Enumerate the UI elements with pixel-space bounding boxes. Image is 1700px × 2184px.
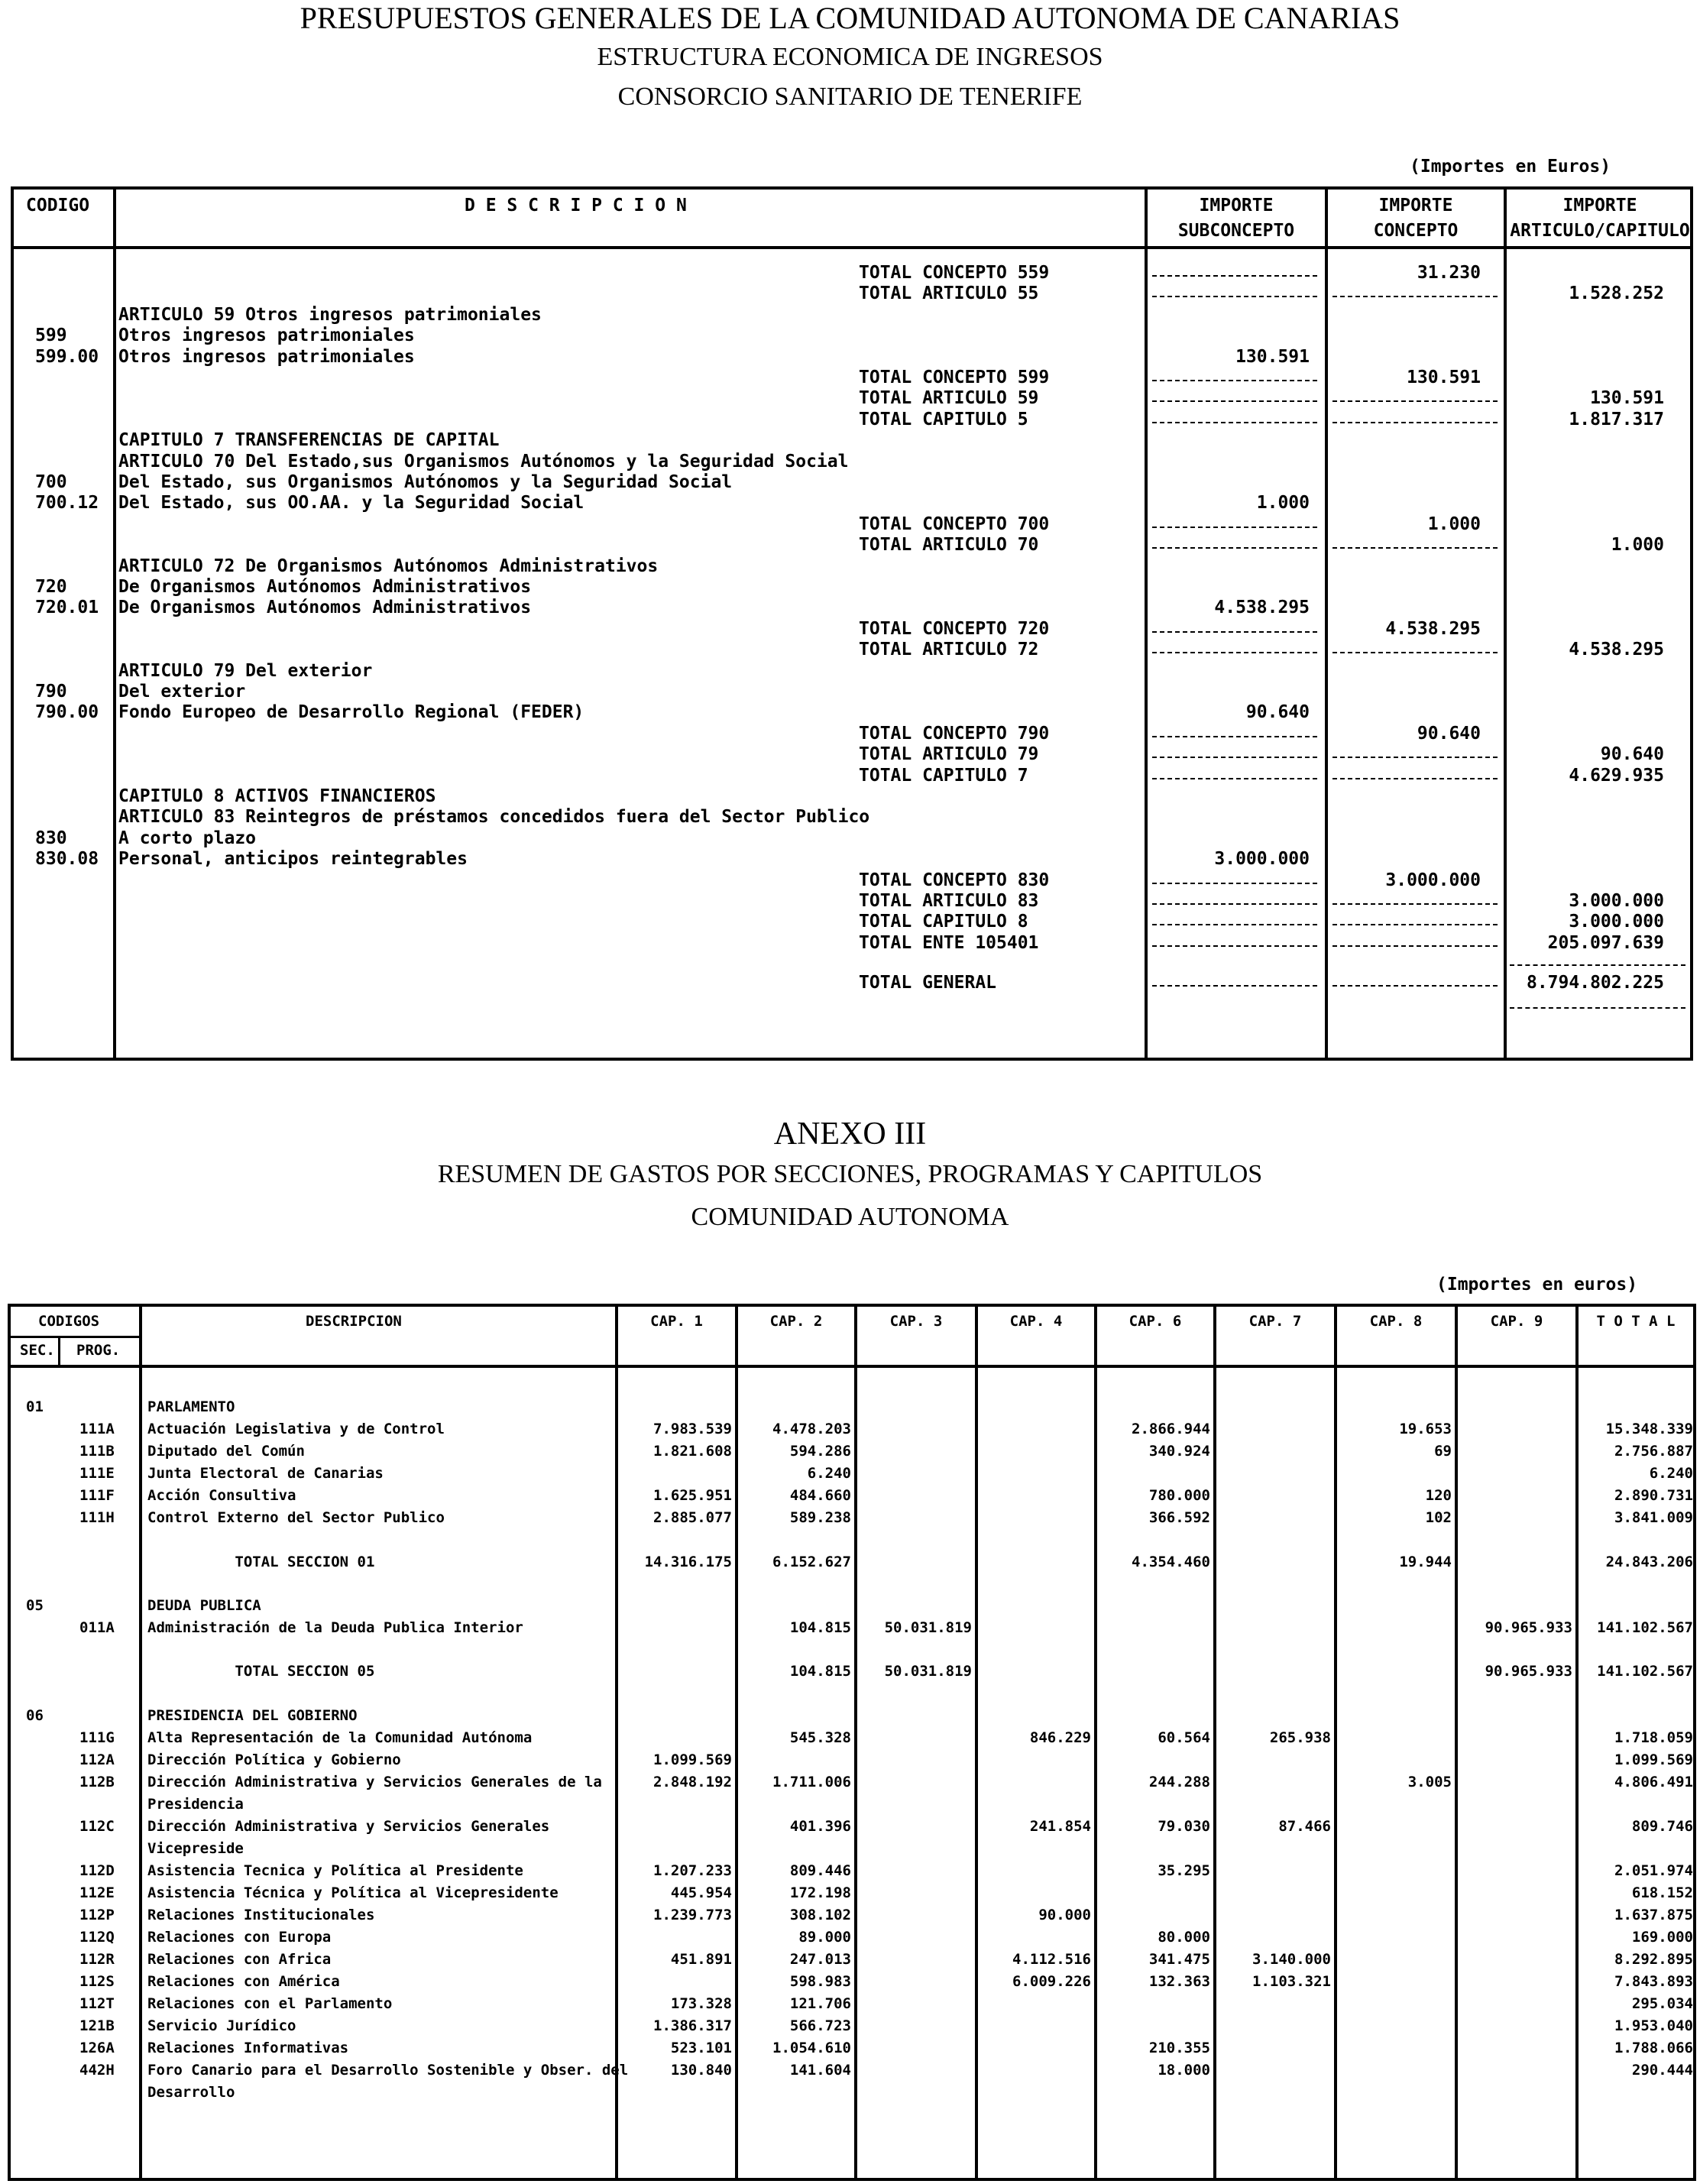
col-header-cap: CAP. 7 (1248, 1313, 1302, 1330)
row-description: CAPITULO 7 TRANSFERENCIAS DE CAPITAL (118, 430, 500, 450)
row-description: Relaciones con América (147, 1973, 340, 1990)
dash-line (1332, 400, 1498, 402)
row-description: Acción Consultiva (147, 1487, 296, 1504)
row-cap-value: 90.000 (1038, 1907, 1091, 1923)
row-program: 112B (79, 1774, 115, 1790)
row-total-label: TOTAL CONCEPTO 599 (859, 368, 1050, 387)
row-total: 290.444 (1631, 2062, 1693, 2079)
dash-line (1332, 778, 1498, 779)
row-cap-value: 35.295 (1158, 1862, 1210, 1879)
row-program: 126A (79, 2040, 115, 2056)
dash-line (1152, 400, 1317, 402)
row-total: 15.348.339 (1605, 1421, 1693, 1437)
col-divider (1455, 1304, 1458, 2181)
dash-line (1510, 1007, 1685, 1009)
codigos-divider (8, 1336, 139, 1338)
row-cap-value: 1.711.006 (772, 1774, 851, 1790)
row-articulo: 90.640 (1600, 744, 1664, 764)
row-cap-value: 50.031.819 (884, 1663, 972, 1680)
row-cap-value: 172.198 (789, 1884, 851, 1901)
row-description: Relaciones Informativas (147, 2040, 349, 2056)
row-total-label: TOTAL ARTICULO 55 (859, 284, 1039, 303)
dash-line (1332, 985, 1498, 987)
dash-line (1332, 757, 1498, 758)
row-program: 112R (79, 1951, 115, 1968)
row-description: PRESIDENCIA DEL GOBIERNO (147, 1707, 358, 1724)
row-program: 111G (79, 1729, 115, 1746)
row-program: 111E (79, 1465, 115, 1482)
row-description: Junta Electoral de Canarias (147, 1465, 384, 1482)
page-title: PRESUPUESTOS GENERALES DE LA COMUNIDAD AUTONOMA DE CANARIAS (300, 1, 1400, 35)
col-header-concepto-2: CONCEPTO (1373, 221, 1459, 241)
row-subconcepto: 130.591 (1235, 347, 1310, 367)
row-cap-value: 90.965.933 (1485, 1619, 1572, 1636)
row-description: Personal, anticipos reintegrables (118, 849, 468, 869)
col-header-cap: CAP. 9 (1490, 1313, 1543, 1330)
row-description: Otros ingresos patrimoniales (118, 347, 415, 367)
row-articulo: 1.000 (1611, 535, 1664, 555)
row-total-label: TOTAL ARTICULO 79 (859, 744, 1039, 764)
dash-line (1152, 527, 1317, 528)
row-description: Dirección Administrativa y Servicios Generales (147, 1818, 550, 1835)
row-code: 790 (35, 682, 67, 702)
row-cap-value: 210.355 (1148, 2040, 1210, 2056)
row-cap-value: 121.706 (789, 1995, 851, 2012)
row-cap-value: 1.099.569 (653, 1751, 732, 1768)
row-program: 111H (79, 1509, 115, 1526)
dash-line (1152, 903, 1317, 905)
row-cap-value: 90.965.933 (1485, 1663, 1572, 1680)
dash-line (1152, 924, 1317, 925)
row-cap-value: 14.316.175 (644, 1554, 732, 1570)
row-cap-value: 1.054.610 (772, 2040, 851, 2056)
row-description: Relaciones con Europa (147, 1929, 332, 1946)
row-total: 1.953.040 (1614, 2017, 1693, 2034)
row-cap-value: 6.240 (807, 1465, 851, 1482)
row-program: 112Q (79, 1929, 115, 1946)
row-cap-value: 2.866.944 (1132, 1421, 1210, 1437)
row-program: 112T (79, 1995, 115, 2012)
row-description: TOTAL SECCION 01 (147, 1554, 375, 1570)
row-total-label: TOTAL CONCEPTO 720 (859, 619, 1050, 639)
row-code: 700 (35, 472, 67, 492)
row-description: CAPITULO 8 ACTIVOS FINANCIEROS (118, 786, 436, 806)
row-description: Del exterior (118, 682, 246, 702)
row-total: 2.890.731 (1614, 1487, 1693, 1504)
dash-line (1152, 883, 1317, 884)
row-description: ARTICULO 79 Del exterior (118, 661, 373, 681)
row-cap-value: 780.000 (1148, 1487, 1210, 1504)
row-description: Desarrollo (147, 2084, 235, 2101)
row-cap-value: 1.625.951 (653, 1487, 732, 1504)
row-program: 011A (79, 1619, 115, 1636)
col-header-cap: CAP. 3 (889, 1313, 943, 1330)
col-header-articulo-2: ARTICULO/CAPITULO (1510, 221, 1690, 241)
row-total-label: TOTAL ENTE 105401 (859, 933, 1039, 953)
row-articulo: 3.000.000 (1569, 891, 1664, 911)
row-cap-value: 80.000 (1158, 1929, 1210, 1946)
row-code: 720.01 (35, 598, 99, 617)
row-cap-value: 6.152.627 (772, 1554, 851, 1570)
col-header-prog: PROG. (76, 1342, 121, 1359)
row-description: Otros ingresos patrimoniales (118, 326, 415, 345)
dash-line (1332, 422, 1498, 423)
row-total: 1.788.066 (1614, 2040, 1693, 2056)
row-articulo: 3.000.000 (1569, 912, 1664, 932)
dash-line (1332, 652, 1498, 653)
row-cap-value: 3.140.000 (1252, 1951, 1331, 1968)
row-program: 442H (79, 2062, 115, 2079)
row-description: Del Estado, sus OO.AA. y la Seguridad Social (118, 493, 584, 513)
row-code: 830 (35, 828, 67, 848)
row-cap-value: 366.592 (1148, 1509, 1210, 1526)
row-description: ARTICULO 59 Otros ingresos patrimoniales (118, 305, 542, 325)
row-description: Foro Canario para el Desarrollo Sostenible y Obser. del (147, 2062, 629, 2079)
row-total: 141.102.567 (1597, 1663, 1693, 1680)
row-cap-value: 2.848.192 (653, 1774, 732, 1790)
row-cap-value: 6.009.226 (1012, 1973, 1091, 1990)
row-description: Fondo Europeo de Desarrollo Regional (FEDER) (118, 702, 584, 722)
row-cap-value: 87.466 (1278, 1818, 1331, 1835)
row-description: DEUDA PUBLICA (147, 1597, 261, 1614)
col-divider (58, 1337, 60, 1366)
row-total-label: TOTAL CONCEPTO 559 (859, 263, 1050, 283)
row-cap-value: 3.005 (1407, 1774, 1452, 1790)
dash-line (1152, 778, 1317, 779)
row-program: 111A (79, 1421, 115, 1437)
row-articulo: 1.528.252 (1569, 284, 1664, 303)
row-cap-value: 566.723 (789, 2017, 851, 2034)
total-general-value: 8.794.802.225 (1526, 973, 1664, 993)
dash-line (1332, 903, 1498, 905)
row-cap-value: 244.288 (1148, 1774, 1210, 1790)
row-cap-value: 2.885.077 (653, 1509, 732, 1526)
row-total-label: TOTAL ARTICULO 72 (859, 640, 1039, 659)
row-cap-value: 1.386.317 (653, 2017, 732, 2034)
row-cap-value: 4.112.516 (1012, 1951, 1091, 1968)
row-program: 112D (79, 1862, 115, 1879)
row-code: 700.12 (35, 493, 99, 513)
row-total-label: TOTAL CONCEPTO 790 (859, 724, 1050, 744)
row-code: 599.00 (35, 347, 99, 367)
row-total-label: TOTAL ARTICULO 59 (859, 388, 1039, 408)
row-total: 2.051.974 (1614, 1862, 1693, 1879)
col-header-cap: CAP. 6 (1128, 1313, 1182, 1330)
annex-title: ANEXO III (773, 1116, 927, 1152)
row-description: ARTICULO 83 Reintegros de préstamos concedidos fuera del Sector Publico (118, 807, 870, 827)
col-header-total: T O T A L (1596, 1313, 1676, 1330)
row-total-label: TOTAL CAPITULO 5 (859, 410, 1028, 429)
col-header-codigo: CODIGO (26, 196, 90, 215)
row-code: 790.00 (35, 702, 99, 722)
row-articulo: 130.591 (1590, 388, 1664, 408)
row-subconcepto: 1.000 (1256, 493, 1310, 513)
row-cap-value: 1.207.233 (653, 1862, 732, 1879)
col-header-sec: SEC. (20, 1342, 55, 1359)
row-cap-value: 589.238 (789, 1509, 851, 1526)
col-header-cap: CAP. 4 (1009, 1313, 1063, 1330)
row-total-label: TOTAL CONCEPTO 830 (859, 870, 1050, 890)
row-description: De Organismos Autónomos Administrativos (118, 577, 532, 597)
dash-line (1152, 422, 1317, 423)
row-concepto: 130.591 (1407, 368, 1481, 387)
row-total: 141.102.567 (1597, 1619, 1693, 1636)
row-cap-value: 104.815 (789, 1619, 851, 1636)
row-total: 1.718.059 (1614, 1729, 1693, 1746)
row-cap-value: 60.564 (1158, 1729, 1210, 1746)
row-description: Relaciones con Africa (147, 1951, 332, 1968)
row-cap-value: 79.030 (1158, 1818, 1210, 1835)
row-cap-value: 50.031.819 (884, 1619, 972, 1636)
row-total: 24.843.206 (1605, 1554, 1693, 1570)
row-cap-value: 247.013 (789, 1951, 851, 1968)
col-divider (854, 1304, 857, 2181)
row-description: Alta Representación de la Comunidad Autónoma (147, 1729, 533, 1746)
col-header-cap: CAP. 2 (769, 1313, 823, 1330)
row-description: Diputado del Común (147, 1443, 305, 1460)
row-description: Asistencia Técnica y Política al Vicepresidente (147, 1884, 559, 1901)
row-cap-value: 104.815 (789, 1663, 851, 1680)
row-description: Relaciones con el Parlamento (147, 1995, 393, 2012)
row-code: 830.08 (35, 849, 99, 869)
row-cap-value: 102 (1425, 1509, 1452, 1526)
row-description: Control Externo del Sector Publico (147, 1509, 445, 1526)
row-description: Relaciones Institucionales (147, 1907, 375, 1923)
dash-line (1152, 547, 1317, 549)
row-total: 3.841.009 (1614, 1509, 1693, 1526)
dash-line (1152, 631, 1317, 633)
row-cap-value: 451.891 (670, 1951, 732, 1968)
row-cap-value: 89.000 (798, 1929, 851, 1946)
row-articulo: 1.817.317 (1569, 410, 1664, 429)
dash-line (1152, 736, 1317, 737)
dash-line (1152, 380, 1317, 381)
row-cap-value: 341.475 (1148, 1951, 1210, 1968)
dash-line (1332, 296, 1498, 297)
row-cap-value: 241.854 (1029, 1818, 1091, 1835)
row-description: Servicio Jurídico (147, 2017, 296, 2034)
row-description: ARTICULO 70 Del Estado,sus Organismos Autónomos y la Seguridad Social (118, 452, 849, 471)
row-description: Dirección Administrativa y Servicios Generales de la (147, 1774, 602, 1790)
row-description: Del Estado, sus Organismos Autónomos y la Seguridad Social (118, 472, 733, 492)
col-divider (113, 186, 116, 1061)
row-cap-value: 445.954 (670, 1884, 732, 1901)
row-total: 2.756.887 (1614, 1443, 1693, 1460)
row-total: 1.099.569 (1614, 1751, 1693, 1768)
row-total-label: TOTAL CAPITULO 8 (859, 912, 1028, 932)
row-cap-value: 141.604 (789, 2062, 851, 2079)
col-header-descripcion: DESCRIPCION (306, 1313, 402, 1330)
col-header-articulo: IMPORTE (1562, 196, 1637, 215)
units-note: (Importes en Euros) (1410, 157, 1611, 177)
row-cap-value: 308.102 (789, 1907, 851, 1923)
dash-line (1152, 296, 1317, 297)
row-total: 295.034 (1631, 1995, 1693, 2012)
entity-name: CONSORCIO SANITARIO DE TENERIFE (617, 83, 1083, 111)
row-concepto: 31.230 (1417, 263, 1481, 283)
dash-line (1332, 945, 1498, 947)
dash-line (1152, 757, 1317, 758)
row-total: 6.240 (1649, 1465, 1693, 1482)
row-section: 05 (26, 1597, 44, 1614)
page-subtitle: ESTRUCTURA ECONOMICA DE INGRESOS (597, 43, 1103, 71)
row-section: 06 (26, 1707, 44, 1724)
row-cap-value: 484.660 (789, 1487, 851, 1504)
row-cap-value: 340.924 (1148, 1443, 1210, 1460)
col-divider (1145, 186, 1148, 1061)
col-header-descripcion: D E S C R I P C I O N (465, 196, 687, 215)
row-subconcepto: 90.640 (1245, 702, 1310, 722)
row-cap-value: 1.821.608 (653, 1443, 732, 1460)
row-articulo: 205.097.639 (1547, 933, 1664, 953)
row-total: 4.806.491 (1614, 1774, 1693, 1790)
row-program: 112S (79, 1973, 115, 1990)
row-total-label: TOTAL CONCEPTO 700 (859, 514, 1050, 534)
row-code: 599 (35, 326, 67, 345)
row-description: ARTICULO 72 De Organismos Autónomos Administrativos (118, 556, 659, 576)
annex-entity: COMUNIDAD AUTONOMA (691, 1203, 1009, 1231)
row-description: Presidencia (147, 1796, 244, 1813)
dash-line (1332, 547, 1498, 549)
row-description: TOTAL SECCION 05 (147, 1663, 375, 1680)
dash-line (1332, 924, 1498, 925)
row-description: Dirección Política y Gobierno (147, 1751, 401, 1768)
col-header-subconcepto-2: SUBCONCEPTO (1177, 221, 1295, 241)
col-header-cap: CAP. 8 (1369, 1313, 1423, 1330)
row-cap-value: 130.840 (670, 2062, 732, 2079)
row-section: 01 (26, 1398, 44, 1415)
row-cap-value: 1.103.321 (1252, 1973, 1331, 1990)
row-subconcepto: 4.538.295 (1214, 598, 1310, 617)
row-cap-value: 846.229 (1029, 1729, 1091, 1746)
row-description: A corto plazo (118, 828, 257, 848)
row-description: De Organismos Autónomos Administrativos (118, 598, 532, 617)
row-code: 720 (35, 577, 67, 597)
row-description: Asistencia Tecnica y Política al Presidente (147, 1862, 523, 1879)
row-cap-value: 18.000 (1158, 2062, 1210, 2079)
row-cap-value: 4.478.203 (772, 1421, 851, 1437)
row-program: 111B (79, 1443, 115, 1460)
row-articulo: 4.629.935 (1569, 766, 1664, 786)
col-header-cap: CAP. 1 (650, 1313, 703, 1330)
header-divider (11, 246, 1693, 249)
annex-units-note: (Importes en euros) (1436, 1275, 1638, 1295)
row-total: 8.292.895 (1614, 1951, 1693, 1968)
row-concepto: 4.538.295 (1385, 619, 1481, 639)
row-description: PARLAMENTO (147, 1398, 235, 1415)
row-program: 111F (79, 1487, 115, 1504)
row-cap-value: 173.328 (670, 1995, 732, 2012)
row-program: 121B (79, 2017, 115, 2034)
row-program: 112E (79, 1884, 115, 1901)
annex-subtitle: RESUMEN DE GASTOS POR SECCIONES, PROGRAMAS Y CAPITULOS (437, 1160, 1263, 1188)
row-program: 112P (79, 1907, 115, 1923)
row-cap-value: 545.328 (789, 1729, 851, 1746)
dash-line (1152, 275, 1317, 277)
row-cap-value: 598.983 (789, 1973, 851, 1990)
col-divider (139, 1304, 142, 2181)
row-articulo: 4.538.295 (1569, 640, 1664, 659)
row-cap-value: 523.101 (670, 2040, 732, 2056)
row-subconcepto: 3.000.000 (1214, 849, 1310, 869)
dash-line (1152, 652, 1317, 653)
row-cap-value: 19.944 (1399, 1554, 1452, 1570)
row-total: 169.000 (1631, 1929, 1693, 1946)
row-cap-value: 19.653 (1399, 1421, 1452, 1437)
row-concepto: 3.000.000 (1385, 870, 1481, 890)
row-cap-value: 265.938 (1269, 1729, 1331, 1746)
col-header-subconcepto: IMPORTE (1199, 196, 1274, 215)
dash-line (1510, 964, 1685, 966)
row-cap-value: 69 (1434, 1443, 1452, 1460)
row-total-label: TOTAL CAPITULO 7 (859, 766, 1028, 786)
row-total: 7.843.893 (1614, 1973, 1693, 1990)
row-concepto: 90.640 (1417, 724, 1481, 744)
row-concepto: 1.000 (1427, 514, 1481, 534)
row-description: Actuación Legislativa y de Control (147, 1421, 445, 1437)
row-description: Administración de la Deuda Publica Interior (147, 1619, 523, 1636)
header-divider-2 (8, 1365, 1696, 1368)
row-cap-value: 401.396 (789, 1818, 851, 1835)
row-cap-value: 1.239.773 (653, 1907, 732, 1923)
row-cap-value: 809.446 (789, 1862, 851, 1879)
row-cap-value: 4.354.460 (1132, 1554, 1210, 1570)
row-cap-value: 132.363 (1148, 1973, 1210, 1990)
col-header-concepto: IMPORTE (1378, 196, 1453, 215)
dash-line (1152, 985, 1317, 987)
row-program: 112A (79, 1751, 115, 1768)
row-cap-value: 7.983.539 (653, 1421, 732, 1437)
row-total: 1.637.875 (1614, 1907, 1693, 1923)
row-description: Vicepreside (147, 1840, 244, 1857)
total-general-label: TOTAL GENERAL (859, 973, 997, 993)
col-header-codigos: CODIGOS (38, 1313, 100, 1330)
dash-line (1152, 945, 1317, 947)
row-total: 809.746 (1631, 1818, 1693, 1835)
row-total-label: TOTAL ARTICULO 70 (859, 535, 1039, 555)
row-cap-value: 120 (1425, 1487, 1452, 1504)
row-program: 112C (79, 1818, 115, 1835)
row-total: 618.152 (1631, 1884, 1693, 1901)
row-total-label: TOTAL ARTICULO 83 (859, 891, 1039, 911)
row-cap-value: 594.286 (789, 1443, 851, 1460)
